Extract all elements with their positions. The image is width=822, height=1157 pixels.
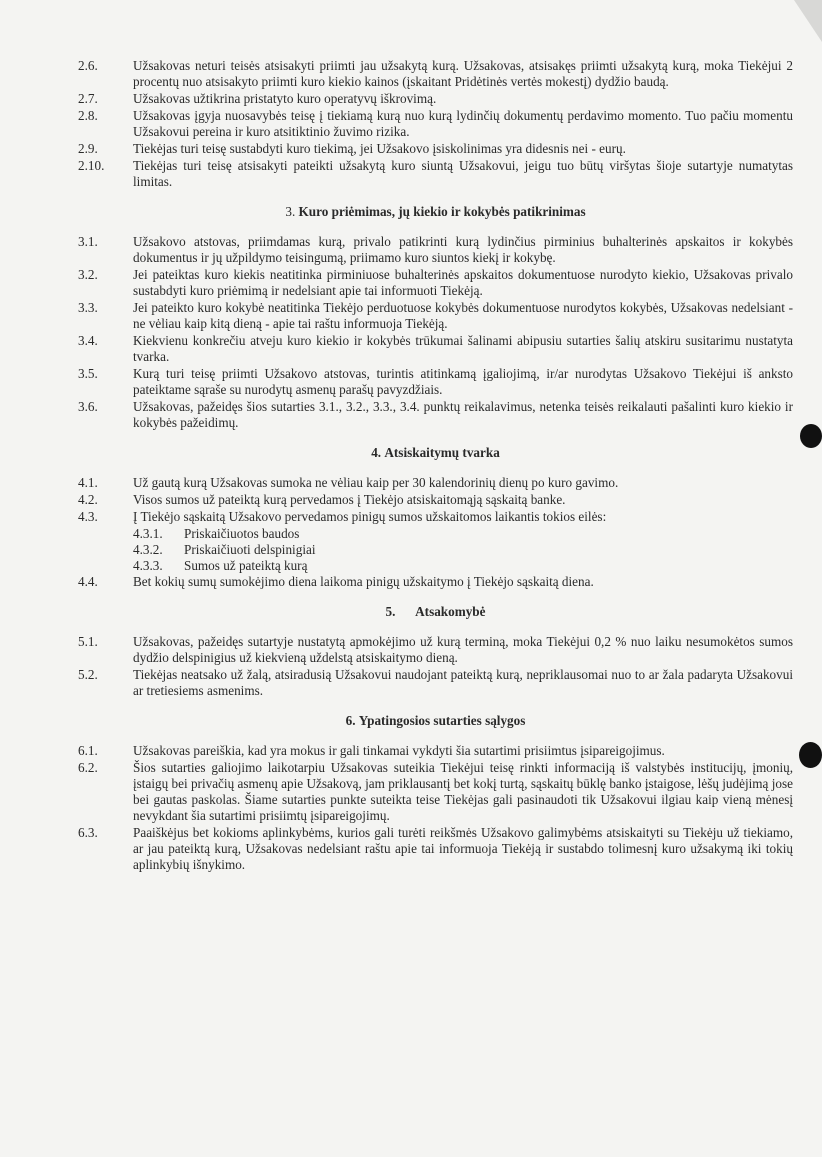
clause-number: 4.1. (78, 475, 98, 490)
clause-text: Užsakovas, pažeidęs sutartyje nustatytą apmokėjimo už kurą terminą, moka Tiekėjui 0,2 % nuo laiku nesumokėtos sumos dydžio delspinigius už kiekvieną uždelstą atsiskaitymo dieną. (133, 634, 793, 665)
subclause-item (133, 526, 793, 542)
section-4-heading (78, 445, 793, 461)
clause-text: Už gautą kurą Užsakovas sumoka ne vėliau kaip per 30 kalendorinių dienų po kuro gavimo. (133, 475, 619, 490)
clause-item (78, 492, 793, 508)
clause-text: Užsakovas neturi teisės atsisakyti priimti jau užsakytą kurą. Užsakovas, atsisakęs priimti užsakytą kurą, moka Tiekėjui 2 procentų nuo atsisakyto priimti kuro kiekio kainos (įskaitant Pridėtinės vertės mokestį) dydžio baudą. (133, 58, 793, 89)
clause-number: 4.4. (78, 574, 98, 589)
clause-number: 4.3. (78, 509, 98, 524)
clause-number: 2.6. (78, 58, 98, 73)
section-number: 3. (285, 204, 296, 219)
subclause-number: 4.3.3. (133, 558, 163, 573)
clause-text: Kurą turi teisę priimti Užsakovo atstovas, turintis atitinkamą įgaliojimą, ir/ar nurodytas Užsakovo Tiekėjui iš anksto pateiktame sąraše su nurodytų asmenų parašų pavyzdžiais. (133, 366, 793, 397)
clause-item (78, 234, 793, 266)
clause-item (78, 574, 793, 590)
subclause-number: 4.3.2. (133, 542, 163, 557)
clause-text: Jei pateiktas kuro kiekis neatitinka pirminiuose buhalterinės apskaitos dokumentuose nurodyto kiekio, Užsakovas privalo sustabdyti kuro priėmimą ir nedelsiant apie tai informuoti Tiekėją. (133, 267, 793, 298)
clause-number: 6.2. (78, 760, 98, 775)
subclause-text: Priskaičiuoti delspinigiai (184, 542, 316, 557)
clause-item (78, 667, 793, 699)
clause-text: Į Tiekėjo sąskaitą Užsakovo pervedamos pinigų sumos užskaitomos laikantis tokios eilės: (133, 509, 607, 524)
clause-number: 3.3. (78, 300, 98, 315)
clause-item (78, 141, 793, 157)
clause-text: Visos sumos už pateiktą kurą pervedamos į Tiekėjo atsiskaitomąją sąskaitą banke. (133, 492, 566, 507)
folded-corner (794, 0, 822, 42)
clause-number: 2.10. (78, 158, 105, 173)
clause-number: 3.4. (78, 333, 98, 348)
clause-item (78, 300, 793, 332)
clause-item (78, 825, 793, 873)
clause-text: Tiekėjas turi teisę sustabdyti kuro tiekimą, jei Užsakovo įsiskolinimas yra didesnis nei - eurų. (133, 141, 626, 156)
punch-hole-upper (800, 424, 822, 448)
clause-number: 2.9. (78, 141, 98, 156)
clause-item (78, 475, 793, 491)
clause-number: 5.1. (78, 634, 98, 649)
clause-item (78, 634, 793, 666)
clause-text: Užsakovas, pažeidęs šios sutarties 3.1., 3.2., 3.3., 3.4. punktų reikalavimus, netenka teisės reikalauti pašalinti kuro kiekio ir kokybės pažeidimų. (133, 399, 793, 430)
section-5-heading (78, 604, 793, 620)
clause-text: Kiekvienu konkrečiu atveju kuro kiekio ir kokybės trūkumai šalinami abipusiu sutarties šalių atskiru susitarimu nustatyta tvarka. (133, 333, 793, 364)
section-title: Atsakomybė (415, 604, 486, 619)
subclause-text: Priskaičiuotos baudos (184, 526, 300, 541)
clause-text: Užsakovas pareiškia, kad yra mokus ir gali tinkamai vykdyti šia sutartimi prisiimtus įsipareigojimus. (133, 743, 665, 758)
clause-number: 3.6. (78, 399, 98, 414)
clause-item (78, 760, 793, 824)
clause-number: 3.1. (78, 234, 98, 249)
clause-text: Užsakovas įgyja nuosavybės teisę į tiekiamą kurą nuo kurą lydinčių dokumentų perdavimo momento. Tuo pačiu momentu Užsakovui pereina ir kuro atsitiktinio žuvimo rizika. (133, 108, 793, 139)
clause-text: Tiekėjas turi teisę atsisakyti pateikti užsakytą kuro siuntą Užsakovui, jeigu tuo būtų viršytas šioje sutartyje numatytas limitas. (133, 158, 793, 189)
subclause-item (133, 558, 793, 574)
clause-item (78, 743, 793, 759)
clause-item (78, 333, 793, 365)
section-6-heading (78, 713, 793, 729)
clause-text: Užsakovo atstovas, priimdamas kurą, privalo patikrinti kurą lydinčius pirminius buhalterinės apskaitos ir kokybės dokumentus ir jų užpildymo teisingumą, priimamo kuro siuntos kiekį ir kokybę. (133, 234, 793, 265)
document-body (78, 58, 793, 874)
clause-item (78, 509, 793, 525)
section-title: Kuro priėmimas, jų kiekio ir kokybės patikrinimas (298, 204, 586, 219)
clause-number: 4.2. (78, 492, 98, 507)
section-number: 5. (385, 604, 396, 619)
section-2-list (78, 58, 793, 190)
clause-number: 6.3. (78, 825, 98, 840)
clause-text: Užsakovas užtikrina pristatyto kuro operatyvų iškrovimą. (133, 91, 437, 106)
section-5-list (78, 634, 793, 699)
clause-text: Jei pateikto kuro kokybė neatitinka Tiekėjo perduotuose kokybės dokumentuose nurodytos kokybės, Užsakovas nedelsiant - ne vėliau kaip kitą dieną - apie tai raštu informuoja Tiekėją. (133, 300, 793, 331)
clause-item (78, 399, 793, 431)
clause-item (78, 58, 793, 90)
clause-number: 2.8. (78, 108, 98, 123)
subclause-item (133, 542, 793, 558)
section-title: Atsiskaitymų tvarka (384, 445, 500, 460)
clause-item (78, 108, 793, 140)
subclause-number: 4.3.1. (133, 526, 163, 541)
clause-number: 6.1. (78, 743, 98, 758)
clause-item (78, 267, 793, 299)
section-title: Ypatingosios sutarties sąlygos (358, 713, 526, 728)
section-number: 6. (345, 713, 356, 728)
clause-number: 5.2. (78, 667, 98, 682)
section-6-list (78, 743, 793, 873)
clause-number: 3.2. (78, 267, 98, 282)
clause-text: Paaiškėjus bet kokioms aplinkybėms, kurios gali turėti reikšmės Užsakovo galimybėms atsiskaityti su Tiekėju už tiekiamo, ar jau pateiktą kurą, Užsakovas nedelsiant raštu apie tai informuoja Tiekėją ir sustabdo tolimesnį kuro užsakymą iki tokių aplinkybių išnykimo. (133, 825, 793, 872)
punch-hole-lower (799, 742, 822, 768)
clause-item (78, 91, 793, 107)
clause-item (78, 366, 793, 398)
clause-text: Bet kokių sumų sumokėjimo diena laikoma pinigų užskaitymo į Tiekėjo sąskaitą diena. (133, 574, 594, 589)
clause-item (78, 158, 793, 190)
clause-number: 2.7. (78, 91, 98, 106)
section-4-list (78, 475, 793, 590)
section-number: 4. (371, 445, 382, 460)
section-3-heading (78, 204, 793, 220)
subclause-text: Sumos už pateiktą kurą (184, 558, 308, 573)
clause-text: Tiekėjas neatsako už žalą, atsiradusią Užsakovui naudojant pateiktą kurą, nepriklausomai nuo to ar žala padaryta Užsakovui ar tretiesiems asmenims. (133, 667, 793, 698)
clause-text: Šios sutarties galiojimo laikotarpiu Užsakovas suteikia Tiekėjui teisę rinkti informaciją iš valstybės institucijų, įmonių, įstaigų bei privačių asmenų apie Užsakovą, jam priklausantį bet kokį turtą, sąskaitų būklę banko įstaigose, lėšų judėjimą jose bei gautas paskolas. Šiame sutarties punkte suteikta teise Tiekėjas gali pasinaudoti tik Užsakovui ilgiau kaip vieną mėnesį nevykdant šia sutartimi prisiimtų įsipareigojimų. (133, 760, 793, 823)
clause-number: 3.5. (78, 366, 98, 381)
section-3-list (78, 234, 793, 431)
